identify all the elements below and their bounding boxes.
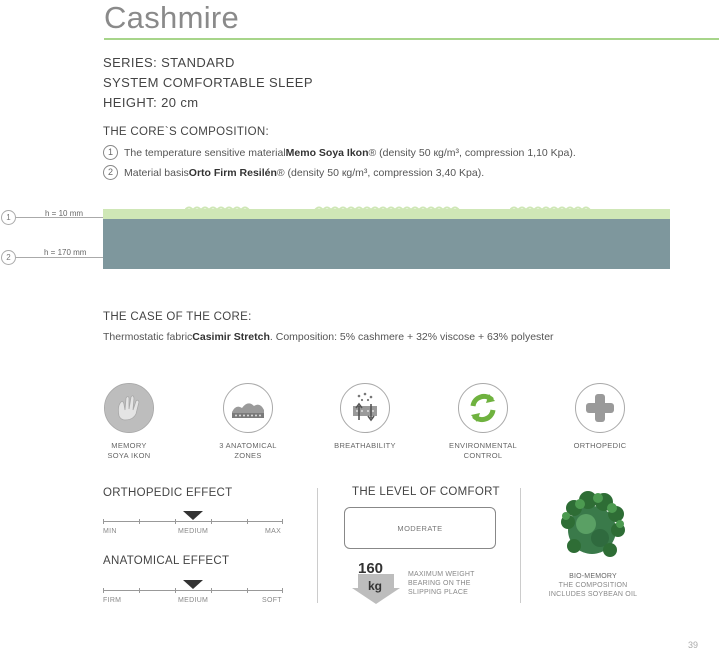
scale-tick (247, 519, 248, 524)
item-text-pre: The temperature sensitive material (124, 146, 286, 159)
scale-tick (211, 588, 212, 593)
case-text-post: . Composition: 5% cashmere + 32% viscose + 63% polyester (269, 331, 554, 343)
feature-caption: ORTHOPEDIC (573, 441, 627, 450)
comfort-level-box (344, 507, 496, 549)
feature-breathability (315, 383, 415, 451)
orthopedic-effect-heading: ORTHOPEDIC EFFECT (103, 487, 233, 499)
series-label: SERIES: STANDARD (103, 55, 235, 70)
scale-tick (139, 519, 140, 524)
feature-environmental-control (433, 383, 533, 460)
layer-1-height: h = 10 mm (45, 209, 84, 218)
top-layer-texture (510, 205, 600, 211)
weight-unit: kg (368, 579, 383, 593)
scale-mid-label: MEDIUM (178, 597, 209, 604)
item-number: 2 (103, 165, 118, 180)
layer-1-number: 1 (1, 210, 16, 225)
page-title: Cashmire (104, 0, 240, 35)
hand-print-icon (104, 383, 154, 433)
layer-2-height: h = 170 mm (44, 248, 87, 257)
scale-max-label: MAX (265, 528, 282, 535)
scale-marker (183, 580, 203, 589)
case-text-pre: Thermostatic fabric (103, 331, 193, 343)
item-material: Orto Firm Resilén (188, 166, 277, 179)
case-fabric: Casimir Stretch (192, 331, 270, 343)
base-layer (103, 219, 670, 269)
item-text-pre: Material basis (124, 166, 189, 179)
anatomical-scale (103, 590, 283, 591)
scale-tick (247, 588, 248, 593)
item-number: 1 (103, 145, 118, 160)
scale-min-label: MIN (103, 528, 117, 535)
feature-3-anatomical-zones (198, 383, 298, 460)
scale-mid-label: MEDIUM (178, 528, 209, 535)
scale-marker (183, 511, 203, 520)
item-material: Memo Soya Ikon (285, 146, 369, 159)
scale-tick (282, 519, 283, 524)
page-number: 39 (687, 640, 698, 650)
item-text-post: ® (density 50 кg/m³, compression 3,40 Kpa). (276, 166, 485, 179)
bio-caption: BIO-MEMORY THE COMPOSITION INCLUDES SOYBEAN OIL (548, 573, 638, 598)
system-label: SYSTEM COMFORTABLE SLEEP (103, 75, 313, 90)
scale-line (103, 521, 283, 522)
scale-tick (103, 519, 104, 524)
scale-tick (103, 588, 104, 593)
core-item-2 (103, 165, 484, 180)
layer-2-number: 2 (1, 250, 16, 265)
scale-line (103, 590, 283, 591)
column-divider (317, 488, 318, 603)
feature-memory-soya-ikon (79, 383, 179, 460)
scale-max-label: SOFT (262, 597, 282, 604)
feature-caption: ENVIRONMENTAL CONTROL (449, 441, 517, 460)
scale-tick (282, 588, 283, 593)
top-layer-texture (185, 205, 475, 211)
feature-caption: MEMORY SOYA IKON (107, 441, 151, 460)
scale-tick (175, 519, 176, 524)
comfort-level-value: MODERATE (397, 523, 443, 533)
anatomical-effect-heading: ANATOMICAL EFFECT (103, 555, 230, 567)
weight-caption: MAXIMUM WEIGHT BEARING ON THE SLIPPING PLACE (408, 571, 475, 596)
layer-2-leader (15, 257, 103, 258)
scale-min-label: FIRM (103, 597, 122, 604)
cross-icon (575, 383, 625, 433)
column-divider (520, 488, 521, 603)
weight-value: 160 (358, 560, 384, 577)
recycle-icon (458, 383, 508, 433)
core-heading: THE CORE`S COMPOSITION: (103, 126, 269, 138)
item-text-post: ® (density 50 кg/m³, compression 1,10 Kpa). (368, 146, 576, 159)
feature-orthopedic (550, 383, 650, 451)
breathability-icon (340, 383, 390, 433)
height-label: HEIGHT: 20 cm (103, 95, 199, 110)
case-description (103, 331, 554, 343)
core-item-1 (103, 145, 576, 160)
case-heading: THE CASE OF THE CORE: (103, 311, 252, 323)
title-divider (104, 38, 719, 40)
scale-tick (139, 588, 140, 593)
scale-tick (175, 588, 176, 593)
feature-caption: BREATHABILITY (334, 441, 396, 450)
orthopedic-scale (103, 521, 283, 522)
mattress-zones-icon (223, 383, 273, 433)
comfort-heading: THE LEVEL OF COMFORT (352, 486, 500, 498)
bio-globe-icon (554, 488, 630, 564)
scale-tick (211, 519, 212, 524)
feature-caption: 3 ANATOMICAL ZONES (219, 441, 277, 460)
